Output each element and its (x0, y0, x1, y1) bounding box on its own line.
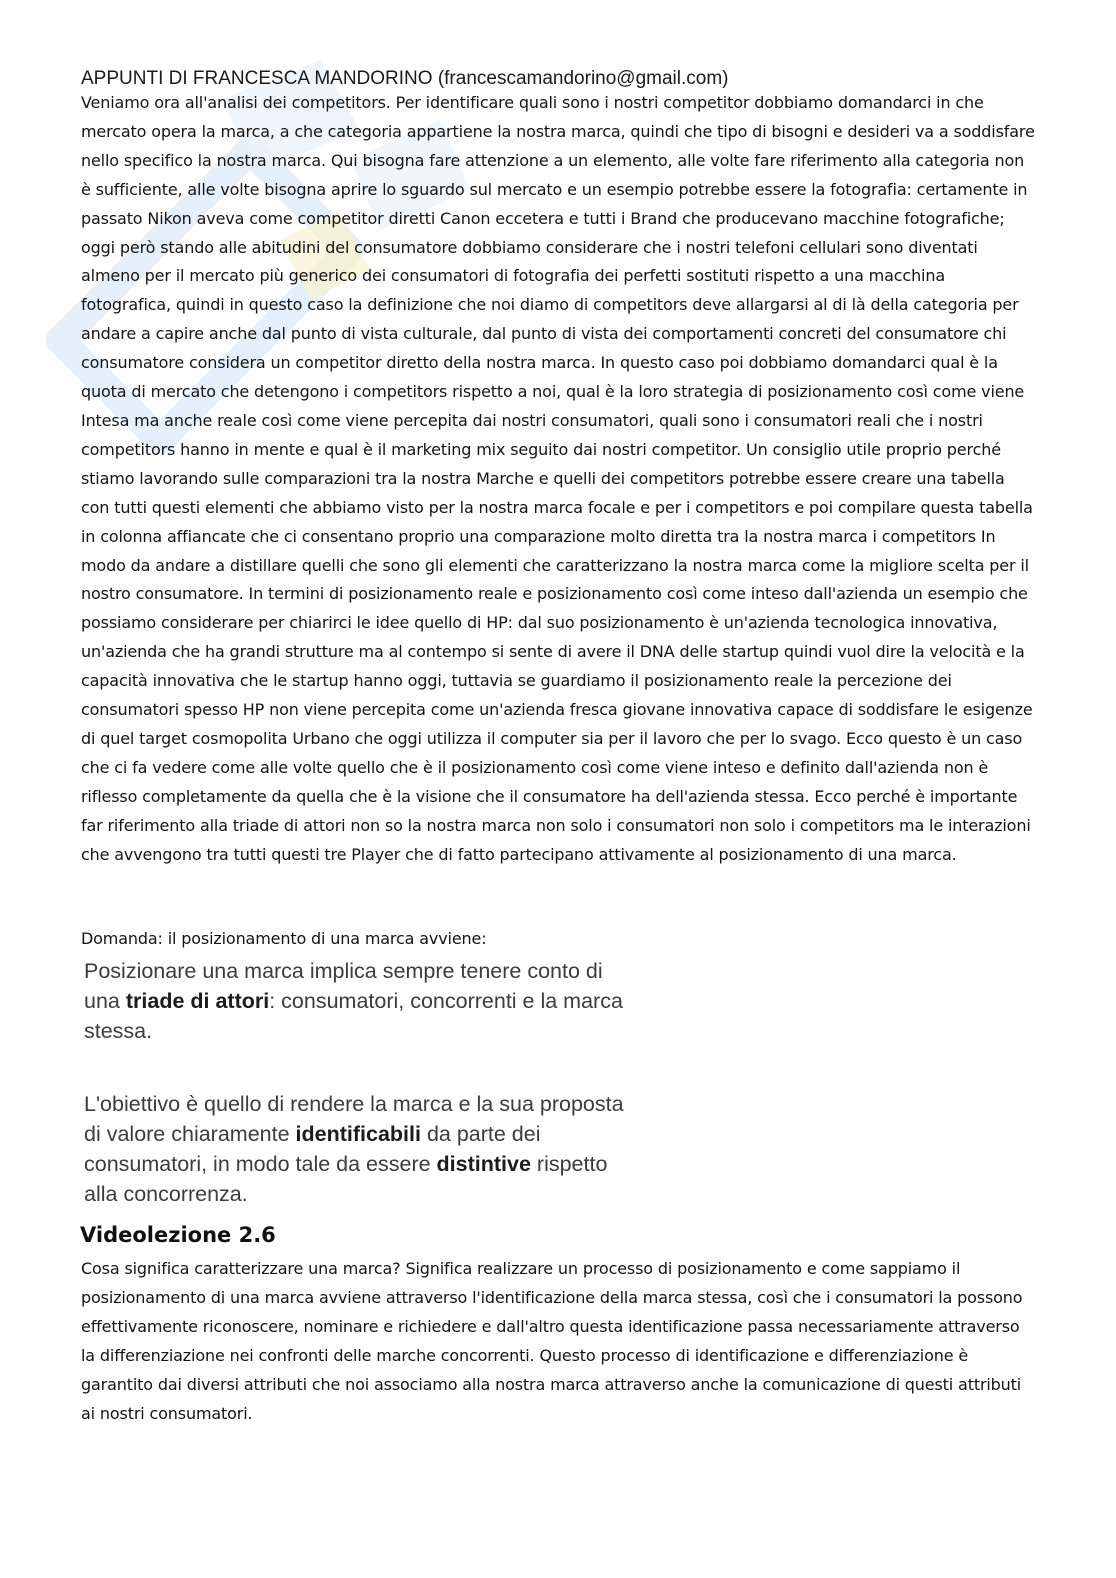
paragraph-competitors-analysis: Veniamo ora all'analisi dei competitors. Per identificare quali sono i nostri competitor dobbiamo domandarci in che mercato opera la marca, a che categoria appartiene la nostra marca, quindi che tipo di bisogni e desideri va a soddisfare nello specifico la nostra marca. Qui bisogna fare attenzione a un elemento, alle volte fare riferimento alla categoria non è sufficiente, alle volte bisogna aprire lo sguardo sul mercato e un esempio potrebbe essere la fotografia: certamente in passato Nikon aveva come competitor diretti Canon eccetera e tutti i Brand che producevano macchine fotografiche; oggi però stando alle abitudini del consumatore dobbiamo considerare che i nostri telefoni cellulari sono diventati almeno per il mercato più generico dei consumatori di fotografia dei perfetti sostituti rispetto a una macchina fotografica, quindi in questo caso la definizione che noi diamo di competitors deve allargarsi al di là della categoria per andare a capire anche dal punto di vista culturale, dal punto di vista dei comportamenti concreti del consumatore chi consumatore considera un competitor diretto della nostra marca. In questo caso poi dobbiamo domandarci qual è la quota di mercato che detengono i competitors rispetto a noi, qual è la loro strategia di posizionamento così come viene Intesa ma anche reale così come viene percepita dai nostri consumatori, quali sono i consumatori reali che i nostri competitors hanno in mente e qual è il marketing mix seguito dai nostri competitor. Un consiglio utile proprio perché stiamo lavorando sulle comparazioni tra la nostra Marche e quelli dei competitors potrebbe essere creare una tabella con tutti questi elementi che abbiamo visto per la nostra marca focale e per i competitors e poi compilare questa tabella in colonna affiancate che ci consentano proprio una comparazione molto diretta tra la nostra marca i competitors In modo da andare a distillare quelli che sono gli elementi che caratterizzano la nostra marca come la migliore scelta per il nostro consumatore. In termini di posizionamento reale e posizionamento così come inteso dall'azienda un esempio che possiamo considerare per chiarirci le idee quello di HP: dal suo posizionamento è un'azienda tecnologica innovativa, un'azienda che ha grandi strutture ma al contempo si sente di avere il DNA delle startup quindi vuol dire la velocità e la capacità innovativa che le startup hanno oggi, tuttavia se guardiamo il posizionamento reale la percezione dei consumatori spesso HP non viene percepita come un'azienda fresca giovane innovativa capace di soddisfare le esigenze di quel target cosmopolita Urbano che oggi utilizza il computer sia per il lavoro che per lo svago. Ecco questo è un caso che ci fa vedere come alle volte quello che è il posizionamento così come viene inteso e definito dall'azienda non è riflesso completamente da quella che è la visione che il consumatore ha dell'azienda stessa. Ecco perché è importante far riferimento alla triade di attori non so la nostra marca non solo i consumatori non solo i competitors ma le interazioni che avvengono tra tutti questi tre Player che di fatto partecipano attivamente al posizionamento di una marca. (81, 93, 1035, 864)
question-line: Domanda: il posizionamento di una marca avviene: (81, 929, 487, 948)
section-heading: Videolezione 2.6 (80, 1223, 276, 1247)
slide-text: L'obiettivo è quello di rendere la marca e la sua proposta di valore chiaramente (84, 1092, 624, 1146)
slide-bold-text: triade di attori (125, 989, 270, 1013)
slide-text: Posizionare una marca implica sempre tenere conto di una (84, 959, 603, 1013)
paragraph-brand-characterization: Cosa significa caratterizzare una marca? Significa realizzare un processo di posizionamento e come sappiamo il posizionamento di una marca avviene attraverso l'identificazione della marca stessa, così che i consumatori la possono effettivamente riconoscere, nominare e richiedere e dall'altro questa identificazione passa necessariamente attraverso la differenziazione nei confronti delle marche concorrenti. Questo processo di identificazione e differenziazione è garantito dai diversi attributi che noi associamo alla nostra marca attraverso anche la comunicazione di questi attributi ai nostri consumatori. (81, 1259, 1023, 1423)
slide-bold-text: identificabili (295, 1122, 421, 1146)
slide-text: : consumatori, concorrenti e la marca stessa. (84, 989, 623, 1043)
slide-text: da parte dei consumatori, in modo tale da essere (84, 1122, 541, 1176)
slide-text: rispetto alla concorrenza. (84, 1152, 608, 1206)
slide-bold-text: distintive (436, 1152, 531, 1176)
slide-image-block-1 (84, 956, 644, 1046)
slide-image-block-2 (84, 1089, 644, 1209)
document-header: APPUNTI DI FRANCESCA MANDORINO (francescamandorino@gmail.com) (81, 68, 729, 89)
